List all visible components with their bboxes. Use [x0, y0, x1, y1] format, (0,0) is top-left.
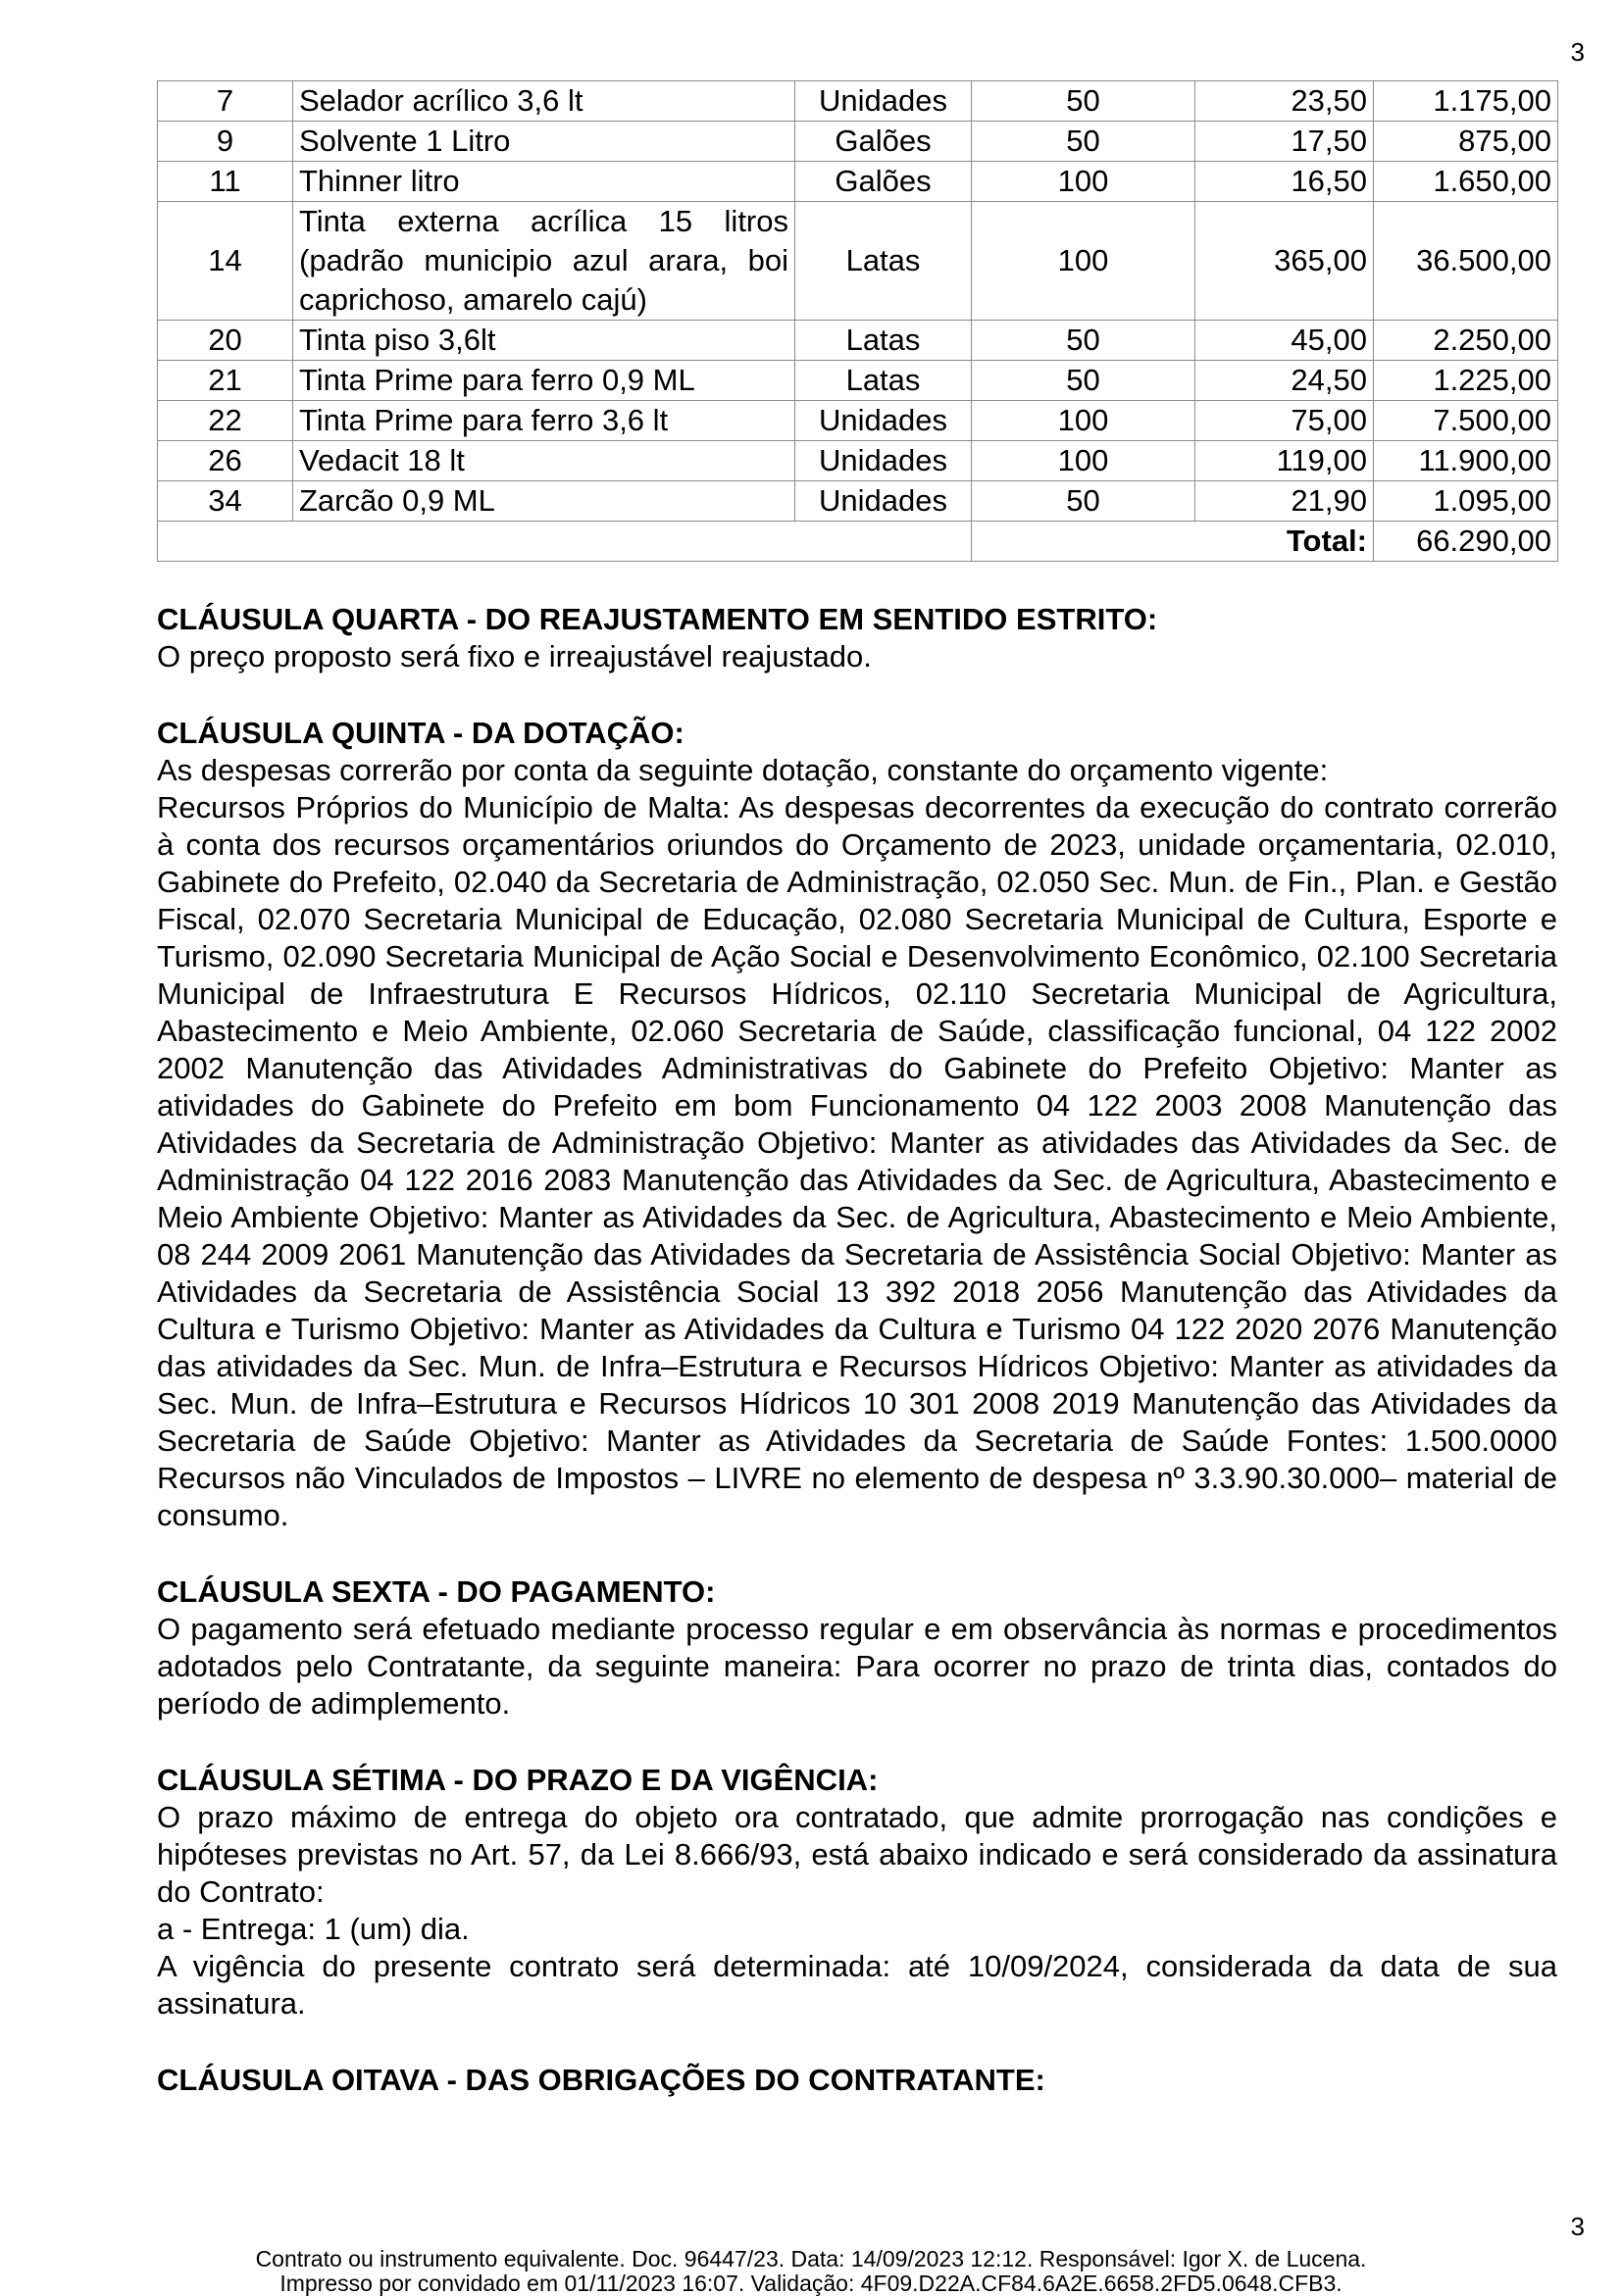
item-quantity-cell: 50 [972, 122, 1195, 162]
document-body [157, 80, 1557, 2099]
item-unit-price-cell: 24,50 [1195, 361, 1374, 401]
table-row [158, 481, 1558, 522]
table-row [158, 441, 1558, 481]
clause-setima-body: O prazo máximo de entrega do objeto ora contratado, que admite prorrogação nas condições e hipóteses previstas no Art. 57, da Lei 8.666/93, está abaixo indicado e será considerado da assinatura do Contrato: [157, 1800, 1557, 1909]
item-description-line: Tinta externa acrílica 15 litros [299, 204, 788, 238]
page-number-top: 3 [1570, 37, 1585, 67]
item-description-cell: Tinta Prime para ferro 3,6 lt [293, 401, 795, 441]
item-description-cell: Vedacit 18 lt [293, 441, 795, 481]
item-quantity-cell: 100 [972, 441, 1195, 481]
items-table-body [158, 81, 1558, 522]
item-description-line: (padrão municipio azul arara, boi [299, 243, 788, 277]
clause-quarta-body: O preço proposto será fixo e irreajustável reajustado. [157, 639, 872, 674]
table-row [158, 361, 1558, 401]
item-total-cell: 1.650,00 [1374, 162, 1558, 202]
clause-quinta-body: Recursos Próprios do Município de Malta: As despesas decorrentes da execução do contrato correrão à conta dos recursos orçamentários oriundos do Orçamento de 2023, unidade orçamentaria, 02.010, Gabinete do Prefeito, 02.040 da Secretaria de Administração, 02.050 Sec. Mun. de Fin., Plan. e Gestão Fiscal, 02.070 Secretaria Municipal de Educação, 02.080 Secretaria Municipal de Cultura, Esporte e Turismo, 02.090 Secretaria Municipal de Ação Social e Desenvolvimento Econômico, 02.100 Secretaria Municipal de Infraestrutura E Recursos Hídricos, 02.110 Secretaria Municipal de Agricultura, Abastecimento e Meio Ambiente, 02.060 Secretaria de Saúde, classificação funcional, 04 122 2002 2002 Manutenção das Atividades Administrativas do Gabinete do Prefeito Objetivo: Manter as atividades do Gabinete do Prefeito em bom Funcionamento 04 122 2003 2008 Manutenção das Atividades da Secretaria de Administração Objetivo: Manter as atividades das Atividades da Sec. de Administração 04 122 2016 2083 Manutenção das Atividades da Sec. de Agricultura, Abastecimento e Meio Ambiente Objetivo: Manter as Atividades da Sec. de Agricultura, Abastecimento e Meio Ambiente, 08 244 2009 2061 Manutenção das Atividades da Secretaria de Assistência Social Objetivo: Manter as Atividades da Secretaria de Assistência Social 13 392 2018 2056 Manutenção das Atividades da Cultura e Turismo Objetivo: Manter as Atividades da Cultura e Turismo 04 122 2020 2076 Manutenção das atividades da Sec. Mun. de Infra–Estrutura e Recursos Hídricos Objetivo: Manter as atividades da Sec. Mun. de Infra–Estrutura e Recursos Hídricos 10 301 2008 2019 Manutenção das Atividades da Secretaria de Saúde Objetivo: Manter as Atividades da Secretaria de Saúde Fontes: 1.500.0000 Recursos não Vinculados de Impostos – LIVRE no elemento de despesa nº 3.3.90.30.000– material de consumo. [157, 790, 1557, 1532]
table-row [158, 202, 1558, 321]
item-total-cell: 1.175,00 [1374, 81, 1558, 122]
table-row [158, 81, 1558, 122]
item-quantity-cell: 100 [972, 202, 1195, 321]
item-total-cell: 875,00 [1374, 122, 1558, 162]
total-row [158, 522, 1558, 562]
clause-quinta [157, 715, 1557, 1534]
table-row [158, 162, 1558, 202]
total-value: 66.290,00 [1374, 522, 1558, 562]
clause-quinta-intro: As despesas correrão por conta da seguinte dotação, constante do orçamento vigente: [157, 753, 1329, 787]
item-number-cell: 21 [158, 361, 293, 401]
clause-setima [157, 1762, 1557, 2022]
item-unit-cell: Unidades [795, 441, 972, 481]
clause-setima-title: CLÁUSULA SÉTIMA - DO PRAZO E DA VIGÊNCIA: [157, 1763, 879, 1797]
item-unit-price-cell: 16,50 [1195, 162, 1374, 202]
clause-oitava-title: CLÁUSULA OITAVA - DAS OBRIGAÇÕES DO CONTRATANTE: [157, 2063, 1045, 2097]
item-total-cell: 2.250,00 [1374, 321, 1558, 361]
clause-sexta-title: CLÁUSULA SEXTA - DO PAGAMENTO: [157, 1574, 716, 1609]
item-number-cell: 14 [158, 202, 293, 321]
clause-oitava [157, 2062, 1557, 2099]
item-quantity-cell: 100 [972, 162, 1195, 202]
items-table [157, 80, 1558, 562]
item-unit-cell: Galões [795, 122, 972, 162]
footer-line-1: Contrato ou instrumento equivalente. Doc. 96447/23. Data: 14/09/2023 12:12. Responsável: Igor X. de Lucena. [255, 2246, 1367, 2271]
item-unit-price-cell: 365,00 [1195, 202, 1374, 321]
item-unit-cell: Unidades [795, 401, 972, 441]
item-unit-price-cell: 21,90 [1195, 481, 1374, 522]
clause-quarta [157, 601, 1557, 675]
clause-quinta-title: CLÁUSULA QUINTA - DA DOTAÇÃO: [157, 716, 684, 750]
page-number-bottom: 3 [1570, 2212, 1585, 2241]
table-row [158, 321, 1558, 361]
item-total-cell: 11.900,00 [1374, 441, 1558, 481]
item-number-cell: 26 [158, 441, 293, 481]
total-label: Total: [972, 522, 1374, 562]
item-quantity-cell: 50 [972, 481, 1195, 522]
item-quantity-cell: 50 [972, 321, 1195, 361]
item-unit-cell: Latas [795, 321, 972, 361]
item-unit-price-cell: 17,50 [1195, 122, 1374, 162]
item-number-cell: 34 [158, 481, 293, 522]
item-number-cell: 7 [158, 81, 293, 122]
item-unit-price-cell: 23,50 [1195, 81, 1374, 122]
item-unit-cell: Latas [795, 361, 972, 401]
item-unit-cell: Unidades [795, 481, 972, 522]
item-unit-price-cell: 75,00 [1195, 401, 1374, 441]
clause-sexta-body: O pagamento será efetuado mediante processo regular e em observância às normas e procedimentos adotados pelo Contratante, da seguinte maneira: Para ocorrer no prazo de trinta dias, contados do período de adimplemento. [157, 1612, 1557, 1721]
item-number-cell: 22 [158, 401, 293, 441]
item-quantity-cell: 50 [972, 81, 1195, 122]
item-unit-cell: Latas [795, 202, 972, 321]
item-total-cell: 1.095,00 [1374, 481, 1558, 522]
item-total-cell: 1.225,00 [1374, 361, 1558, 401]
clause-quarta-title: CLÁUSULA QUARTA - DO REAJUSTAMENTO EM SENTIDO ESTRITO: [157, 602, 1158, 636]
item-description-cell: Tinta Prime para ferro 0,9 ML [293, 361, 795, 401]
item-unit-price-cell: 119,00 [1195, 441, 1374, 481]
item-unit-cell: Unidades [795, 81, 972, 122]
item-number-cell: 11 [158, 162, 293, 202]
item-description-cell: Thinner litro [293, 162, 795, 202]
item-description-cell [293, 202, 795, 321]
item-description-cell: Selador acrílico 3,6 lt [293, 81, 795, 122]
item-number-cell: 20 [158, 321, 293, 361]
item-quantity-cell: 100 [972, 401, 1195, 441]
clause-sexta [157, 1573, 1557, 1722]
table-row [158, 122, 1558, 162]
total-spacer [158, 522, 972, 562]
item-description-line: caprichoso, amarelo cajú) [299, 282, 647, 317]
item-description-cell: Zarcão 0,9 ML [293, 481, 795, 522]
item-description-cell: Tinta piso 3,6lt [293, 321, 795, 361]
item-number-cell: 9 [158, 122, 293, 162]
document-footer [0, 2247, 1622, 2296]
item-total-cell: 7.500,00 [1374, 401, 1558, 441]
item-total-cell: 36.500,00 [1374, 202, 1558, 321]
item-quantity-cell: 50 [972, 361, 1195, 401]
table-row [158, 401, 1558, 441]
clause-setima-delivery: a - Entrega: 1 (um) dia. [157, 1912, 470, 1946]
item-description-cell: Solvente 1 Litro [293, 122, 795, 162]
item-unit-price-cell: 45,00 [1195, 321, 1374, 361]
item-unit-cell: Galões [795, 162, 972, 202]
clause-setima-validity: A vigência do presente contrato será determinada: até 10/09/2024, considerada da data de sua assinatura. [157, 1949, 1557, 2021]
footer-line-2: Impresso por convidado em 01/11/2023 16:07. Validação: 4F09.D22A.CF84.6A2E.6658.2FD5.0648.CFB3. [279, 2271, 1343, 2296]
